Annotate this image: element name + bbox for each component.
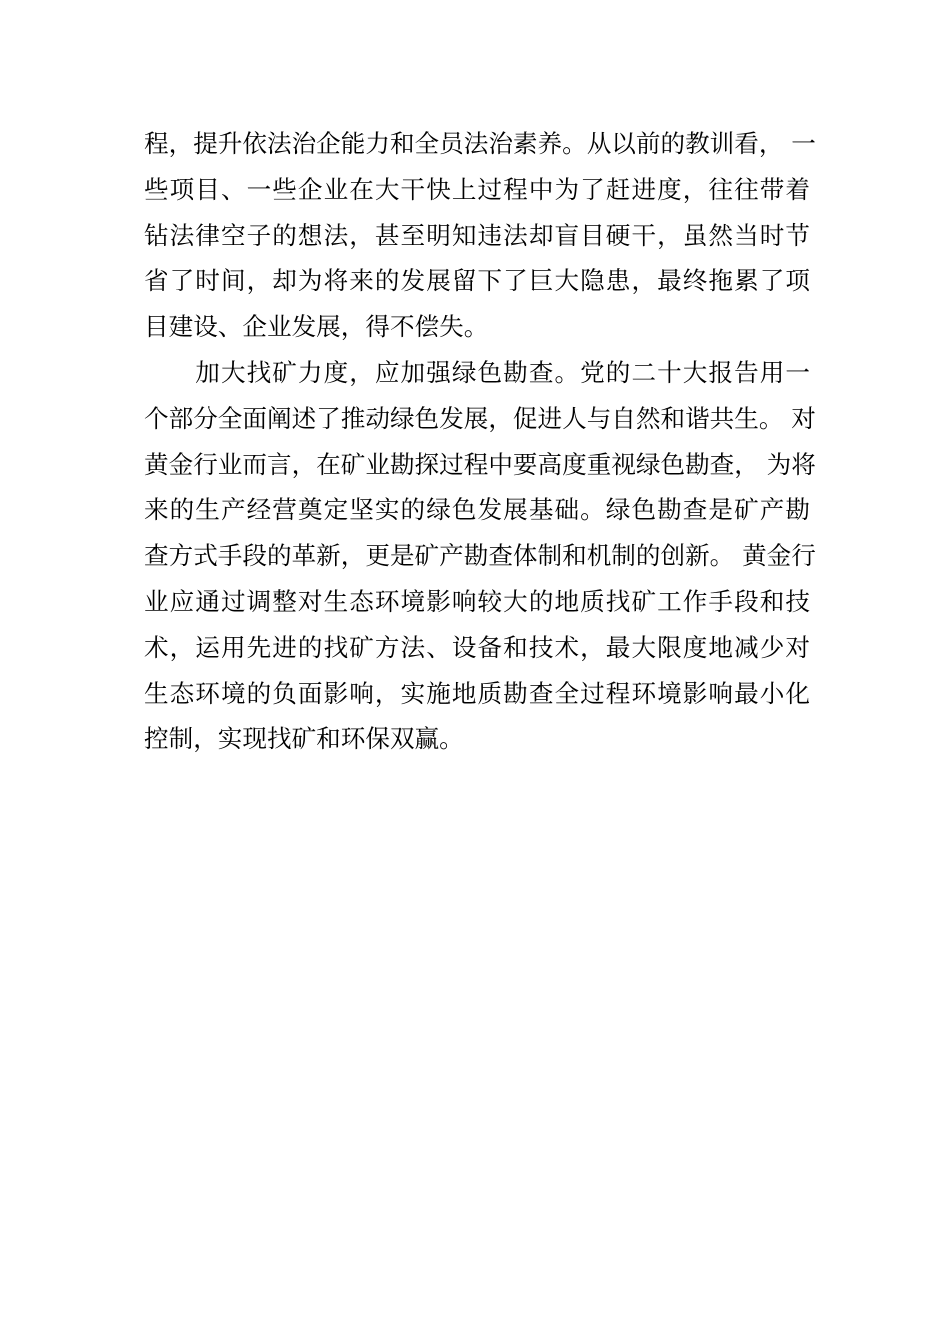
- text-line: 黄金行业而言，在矿业勘探过程中要高度重视绿色勘查， 为将: [144, 449, 816, 479]
- document-body: [144, 121, 816, 762]
- text-line: 省了时间，却为将来的发展留下了巨大隐患，最终拖累了项: [144, 266, 810, 296]
- text-line: 控制，实现找矿和环保双赢。: [144, 724, 464, 754]
- text-line: 程，提升依法治企能力和全员法治素养。从以前的教训看， 一: [144, 129, 816, 158]
- text-line: 些项目、一些企业在大干快上过程中为了赶进度，往往带着: [144, 174, 810, 204]
- text-line: 目建设、企业发展，得不偿失。: [144, 312, 489, 342]
- text-line: 术，运用先进的找矿方法、设备和技术，最大限度地减少对: [144, 632, 810, 662]
- text-line: 加大找矿力度，应加强绿色勘查。党的二十大报告用一: [144, 357, 810, 387]
- paragraph-2: [144, 350, 816, 762]
- text-line: 个部分全面阐述了推动绿色发展，促进人与自然和谐共生。 对: [144, 403, 816, 433]
- text-line: 来的生产经营奠定坚实的绿色发展基础。绿色勘查是矿产勘: [144, 495, 810, 525]
- paragraph-1: [144, 121, 816, 350]
- text-line: 业应通过调整对生态环境影响较大的地质找矿工作手段和技: [144, 586, 810, 616]
- text-line: 查方式手段的革新，更是矿产勘查体制和机制的创新。 黄金行: [144, 541, 816, 571]
- text-line: 钻法律空子的想法，甚至明知违法却盲目硬干，虽然当时节: [144, 220, 810, 250]
- text-line: 生态环境的负面影响，实施地质勘查全过程环境影响最小化: [144, 678, 810, 708]
